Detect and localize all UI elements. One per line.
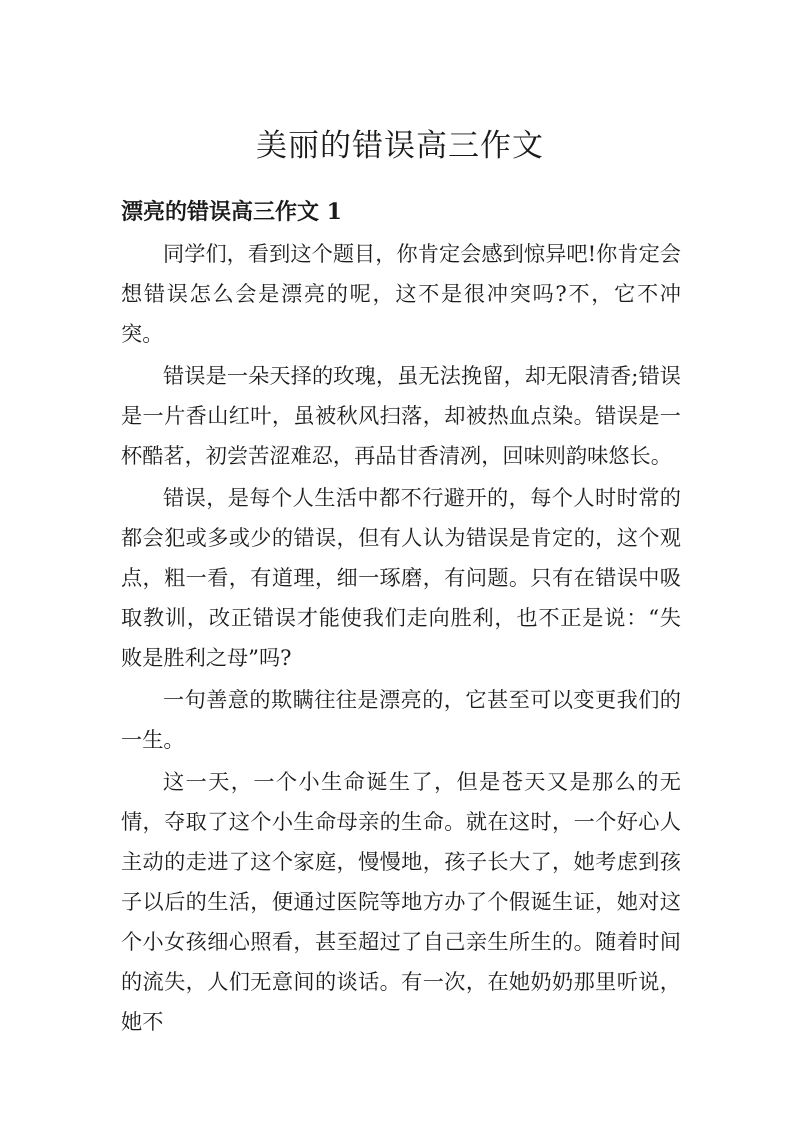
paragraph: 错误是一朵天择的玫瑰，虽无法挽留，却无限清香;错误是一片香山红叶，虽被秋风扫落，却被热血点染。错误是一杯酷茗，初尝苦涩难忍，再品甘香清冽，回味则韵味悠长。: [121, 363, 681, 468]
section-heading: 漂亮的错误高三作文 1: [121, 199, 342, 225]
article-body: [121, 234, 681, 1042]
paragraph: 错误，是每个人生活中都不行避开的，每个人时时常的都会犯或多或少的错误，但有人认为错误是肯定的，这个观点，粗一看，有道理，细一琢磨，有问题。只有在错误中吸取教训，改正错误才能使我们走向胜利，也不正是说：“失败是胜利之母”吗?: [121, 485, 681, 670]
paragraph: 这一天，一个小生命诞生了，但是苍天又是那么的无情，夺取了这个小生命母亲的生命。就在这时，一个好心人主动的走进了这个家庭，慢慢地，孩子长大了，她考虑到孩子以后的生活，便通过医院等地方办了个假诞生证，她对这个小女孩细心照看，甚至超过了自己亲生所生的。随着时间的流失，人们无意间的谈话。有一次，在她奶奶那里听说，她不: [121, 769, 681, 1034]
document-title: 美丽的错误高三作文: [256, 128, 544, 164]
paragraph: 同学们，看到这个题目，你肯定会感到惊异吧!你肯定会想错误怎么会是漂亮的呢，这不是很冲突吗?不，它不冲突。: [121, 241, 681, 346]
paragraph: 一句善意的欺瞒往往是漂亮的，它甚至可以变更我们的一生。: [121, 687, 681, 752]
